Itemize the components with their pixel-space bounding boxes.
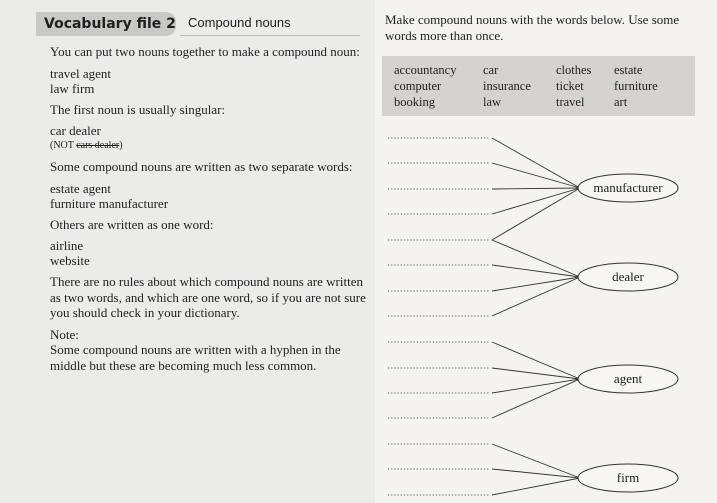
exercise-instruction: Make compound nouns with the words below. Use some words more than once.: [385, 12, 680, 43]
connector-line: [492, 277, 580, 316]
connector-line: [492, 138, 580, 188]
target-dealer: dealer: [612, 269, 644, 284]
target-ovals: [578, 174, 678, 492]
connector-line: [492, 478, 580, 495]
word: art: [614, 95, 628, 109]
connector-lines: [492, 138, 580, 495]
word: car: [483, 63, 499, 77]
word: accountancy: [394, 63, 457, 77]
section-title: Compound nouns: [188, 15, 291, 30]
example-item: website: [50, 253, 90, 268]
example-not: (NOT cars dealer): [50, 140, 123, 151]
word: travel: [556, 95, 585, 109]
example-item: furniture manufacturer: [50, 195, 169, 211]
connector-line: [492, 469, 580, 478]
example-item: travel agent: [50, 65, 111, 81]
rule-text: Some compound nouns are written as two separate words:: [50, 159, 353, 174]
connector-line: [492, 163, 580, 188]
connector-line: [492, 379, 580, 418]
word: booking: [394, 95, 435, 109]
intro-text: You can put two nouns together to make a compound noun:: [50, 44, 360, 59]
example-item: estate agent: [50, 180, 111, 196]
word: ticket: [556, 79, 584, 93]
note-text: Some compound nouns are written with a hyphen in the middle but these are becoming much less common.: [50, 342, 341, 373]
target-agent: agent: [613, 371, 643, 386]
connector-line: [492, 188, 580, 214]
example-item: airline: [50, 238, 84, 253]
word: estate: [614, 63, 643, 77]
connector-line: [492, 188, 580, 240]
rule-text: There are no rules about which compound nouns are written as two words, and which are one word, so if you are not sure you should check in your dictionary.: [50, 274, 366, 320]
incorrect-example: cars dealer: [76, 140, 120, 151]
target-firm: firm: [616, 470, 640, 485]
word: insurance: [483, 79, 531, 93]
word: clothes: [556, 63, 592, 77]
word: furniture: [614, 79, 658, 93]
vocabulary-file-label: Vocabulary file 2: [36, 12, 176, 36]
rule-text: Others are written as one word:: [50, 216, 214, 232]
connector-line: [492, 188, 580, 189]
example-item: car dealer: [50, 123, 101, 138]
connector-line: [492, 379, 580, 393]
note-label: Note:: [50, 326, 79, 342]
connector-line: [492, 444, 580, 478]
word: computer: [394, 79, 442, 93]
target-manufacturer: manufacturer: [593, 180, 663, 195]
example-item: law firm: [50, 80, 95, 96]
word: law: [483, 95, 502, 109]
connector-line: [492, 277, 580, 291]
rule-text: The first noun is usually singular:: [50, 101, 226, 117]
answer-blanks: [388, 138, 490, 495]
